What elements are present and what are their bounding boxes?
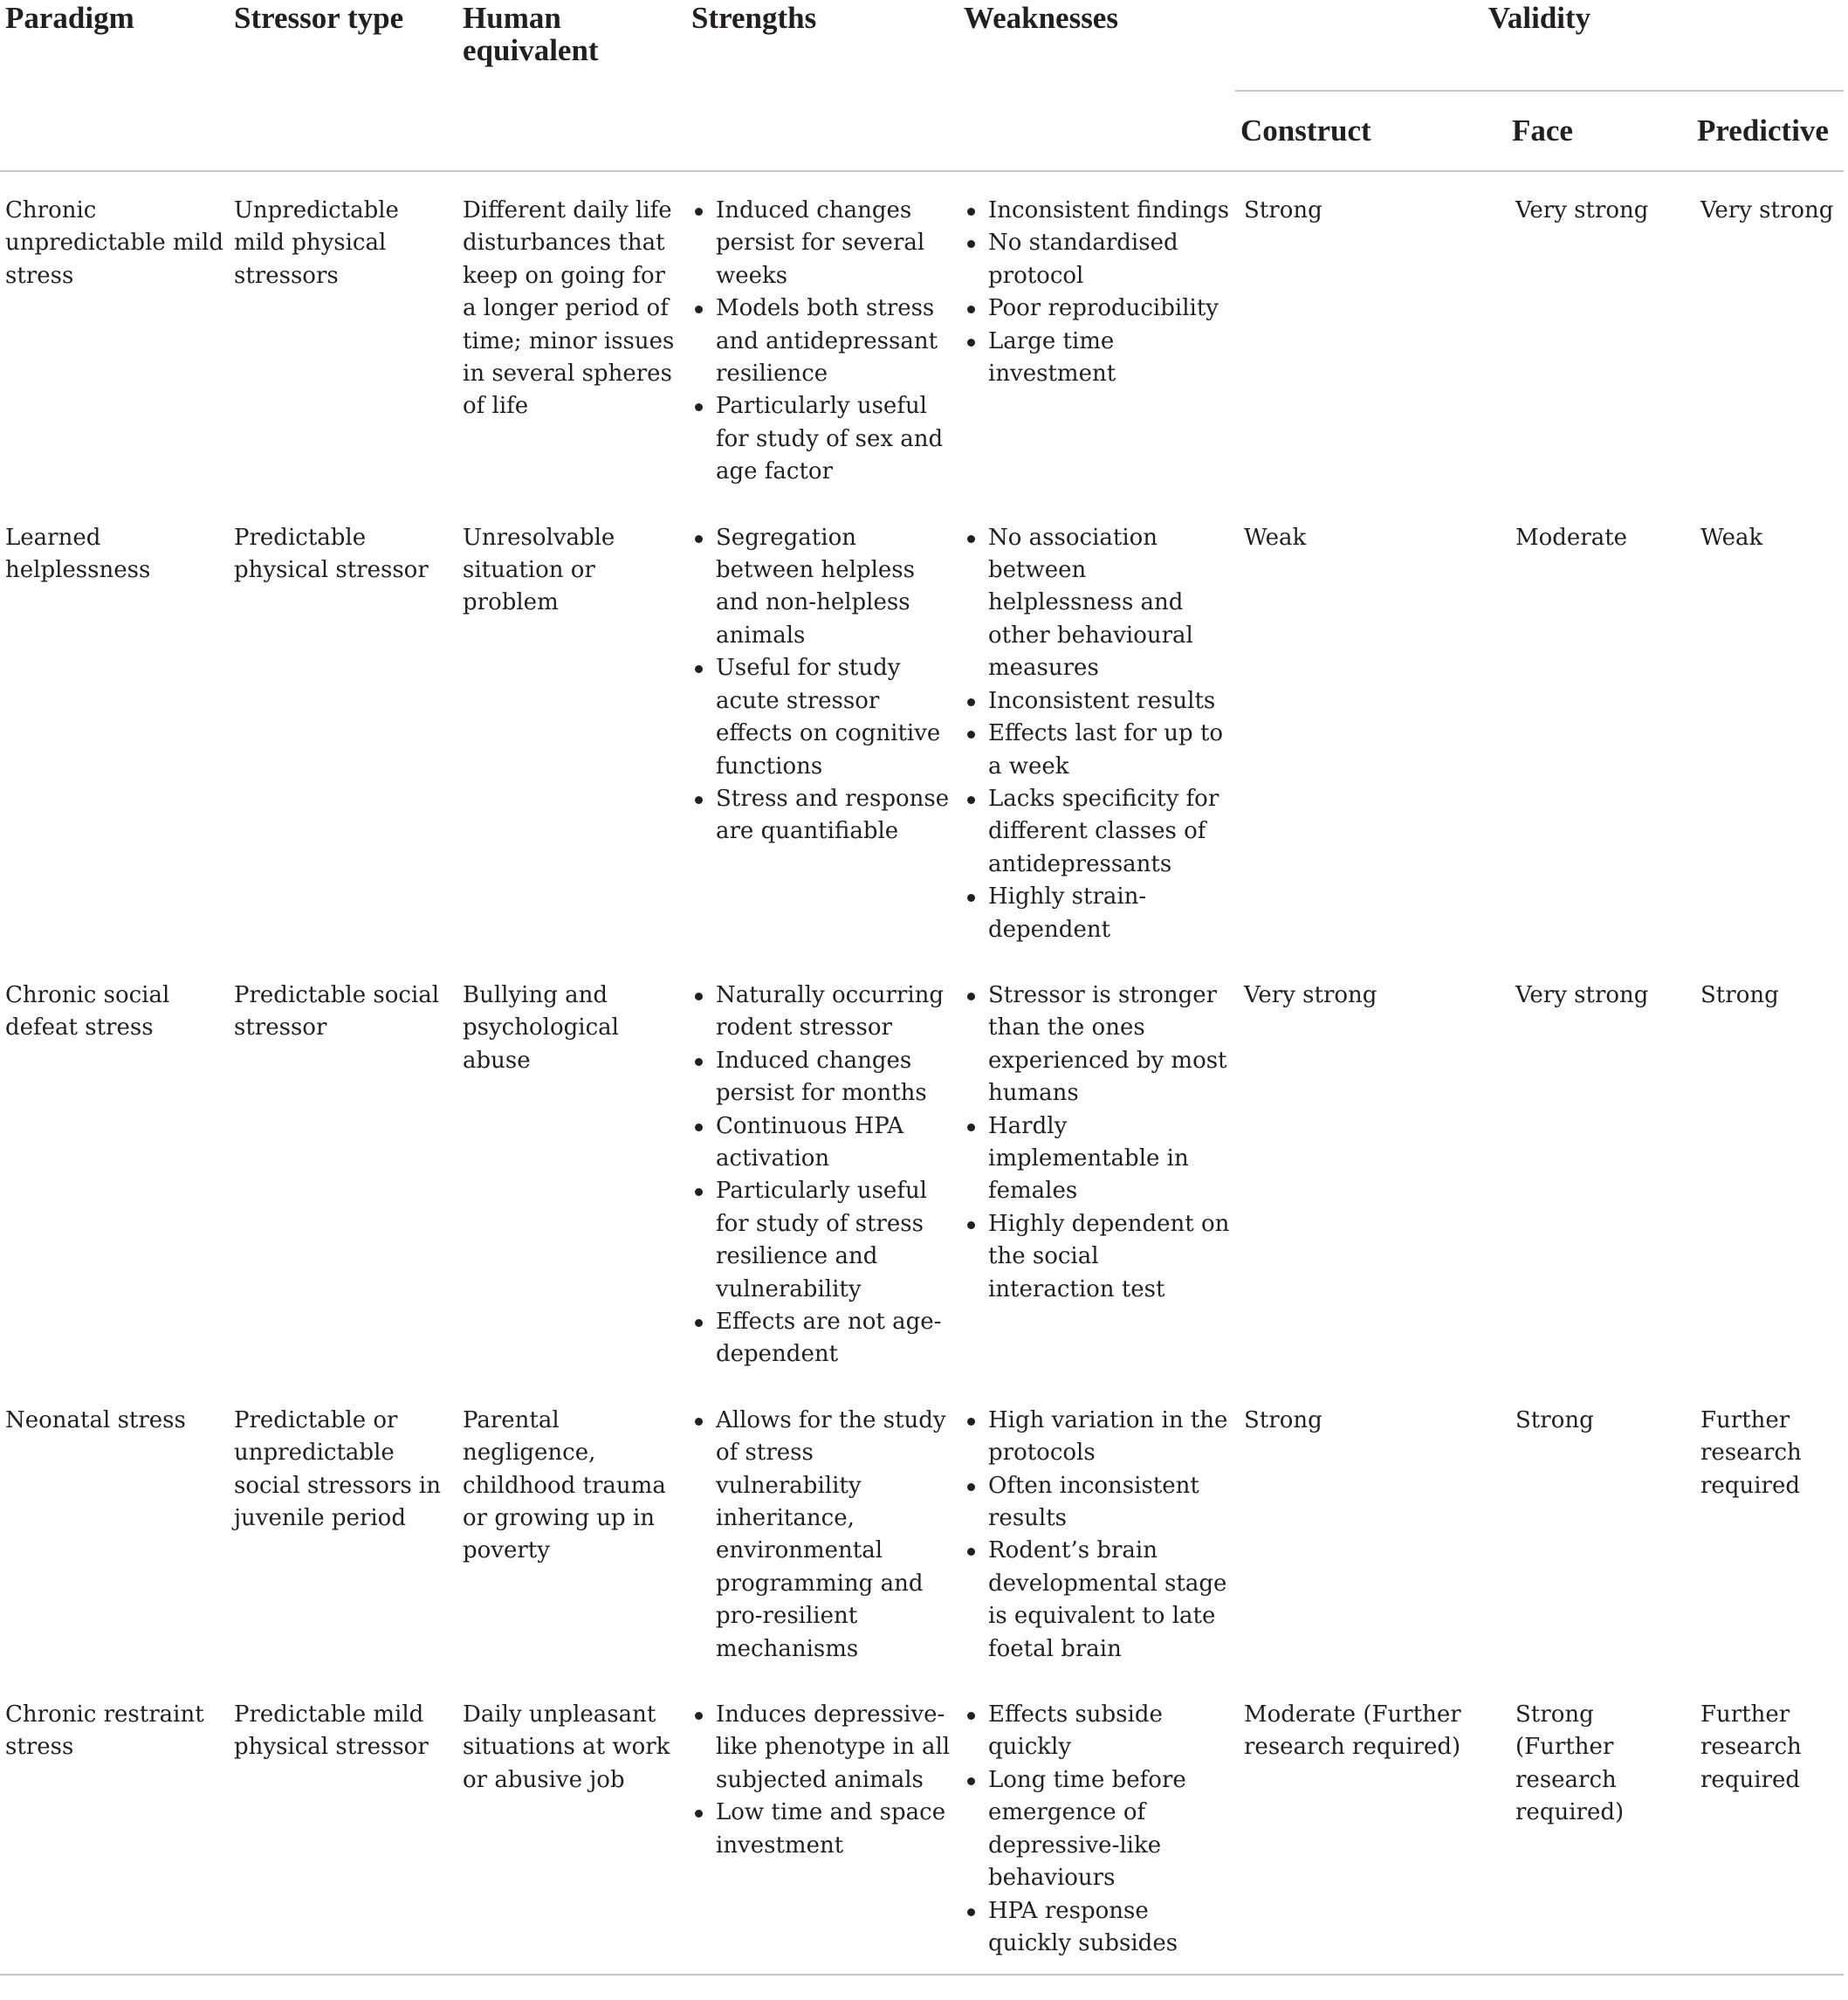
bullet-icon (695, 665, 703, 673)
header-human-equivalent: Human equivalent (463, 1, 599, 67)
list-item (964, 1764, 1232, 1895)
list-item-text: Continuous HPA activation (716, 1112, 904, 1172)
header-paradigm: Paradigm (5, 1, 134, 35)
cell-paradigm (0, 1676, 229, 1975)
cell-face-validity-text: Very strong (1515, 197, 1649, 223)
bullet-icon (695, 1188, 703, 1196)
list-item-text: Naturally occurring rodent stressor (716, 981, 945, 1041)
table-row (0, 1676, 1844, 1975)
cell-stressor-type (229, 1382, 457, 1676)
list-item (964, 1699, 1232, 1764)
list-item-text: Lacks specificity for different classes of antidepressants (988, 785, 1219, 877)
cell-paradigm-text: Neonatal stress (5, 1406, 186, 1433)
list-item-text: Useful for study acute stressor effects on cognitive functions (716, 655, 941, 780)
bullet-icon (695, 1124, 703, 1131)
list-item-text: Particularly useful for study of stress resilience and vulnerability (716, 1178, 927, 1302)
list-item (964, 522, 1232, 685)
cell-construct-validity-text: Weak (1244, 524, 1307, 551)
bullet-icon (695, 1058, 703, 1066)
cell-human-equivalent-text: Daily unpleasant situations at work or abusive job (463, 1701, 670, 1793)
list-item-text: Effects last for up to a week (988, 720, 1224, 780)
cell-strengths (686, 499, 958, 957)
cell-construct-validity-text: Strong (1244, 1406, 1322, 1433)
list-item (691, 979, 955, 1045)
list-item (964, 1895, 1232, 1961)
list-item-text: Allows for the study of stress vulnerability inheritance, environmental programming and pro-resilient mechanisms (716, 1406, 946, 1662)
cell-construct-validity (1235, 499, 1507, 957)
table-row (0, 1382, 1844, 1676)
list-item (691, 1405, 955, 1666)
list-item-text: HPA response quickly subsides (988, 1897, 1178, 1956)
list-item-text: Often inconsistent results (988, 1472, 1199, 1532)
strengths-list (691, 1699, 958, 1862)
list-item (964, 685, 1232, 718)
bullet-icon (967, 306, 975, 313)
header-validity: Validity (1235, 0, 1844, 91)
cell-face-validity (1507, 1382, 1692, 1676)
bullet-icon (967, 1712, 975, 1720)
cell-stressor-type (229, 1676, 457, 1975)
header-construct: Construct (1240, 113, 1371, 148)
cell-stressor-type-text: Predictable mild physical stressor (234, 1701, 429, 1761)
list-item-text: No standardised protocol (988, 230, 1178, 289)
cell-weaknesses (958, 1676, 1235, 1975)
weaknesses-list (964, 1699, 1235, 1960)
list-item (691, 783, 955, 849)
cell-predictive-validity (1692, 1676, 1844, 1975)
bullet-icon (695, 993, 703, 1000)
bullet-icon (967, 208, 975, 216)
bullet-icon (695, 1712, 703, 1720)
list-item (964, 326, 1232, 391)
bullet-icon (967, 240, 975, 248)
cell-weaknesses (958, 1382, 1235, 1676)
header-stressor-type: Stressor type (234, 1, 404, 35)
list-item (964, 979, 1232, 1110)
header-weaknesses: Weaknesses (964, 1, 1118, 35)
list-item-text: Highly strain-dependent (988, 883, 1147, 943)
header-strengths: Strengths (691, 1, 817, 35)
bullet-icon (967, 1548, 975, 1556)
list-item (691, 1175, 955, 1306)
weaknesses-list (964, 522, 1235, 946)
list-item (964, 292, 1232, 325)
table-row (0, 171, 1844, 499)
list-item (964, 195, 1232, 227)
cell-strengths (686, 957, 958, 1382)
cell-stressor-type-text: Unpredictable mild physical stressors (234, 197, 399, 289)
cell-strengths (686, 1676, 958, 1975)
list-item (691, 1110, 955, 1176)
cell-construct-validity-text: Very strong (1244, 981, 1377, 1008)
list-item-text: Rodent’s brain developmental stage is equivalent to late foetal brain (988, 1537, 1227, 1662)
list-item-text: Large time investment (988, 327, 1116, 388)
list-item-text: Low time and space investment (716, 1799, 946, 1859)
cell-paradigm (0, 499, 229, 957)
list-item-text: Highly dependent on the social interaction test (988, 1210, 1230, 1302)
cell-human-equivalent (457, 499, 686, 957)
cell-construct-validity-text: Moderate (Further research required) (1244, 1701, 1461, 1761)
bullet-icon (695, 796, 703, 804)
bullet-icon (695, 403, 703, 411)
cell-face-validity-text: Strong (Further research required) (1515, 1701, 1625, 1826)
list-item (964, 1405, 1232, 1470)
weaknesses-list (964, 979, 1235, 1306)
cell-paradigm-text: Learned helplessness (5, 524, 151, 584)
cell-stressor-type (229, 171, 457, 499)
cell-paradigm (0, 171, 229, 499)
list-item (691, 652, 955, 783)
cell-human-equivalent-text: Bullying and psychological abuse (463, 981, 619, 1074)
list-item (691, 1699, 955, 1797)
bullet-icon (967, 698, 975, 706)
table-row (0, 957, 1844, 1382)
bullet-icon (967, 731, 975, 739)
list-item (691, 1306, 955, 1371)
list-item (964, 227, 1232, 292)
list-item-text: No association between helplessness and other behavioural measures (988, 524, 1193, 682)
list-item-text: Models both stress and antidepressant resilience (716, 295, 938, 388)
list-item (964, 1535, 1232, 1666)
cell-stressor-type (229, 499, 457, 957)
bullet-icon (967, 993, 975, 1000)
weaknesses-list (964, 195, 1235, 390)
cell-stressor-type-text: Predictable or unpredictable social stressors in juvenile period (234, 1406, 441, 1532)
cell-construct-validity-text: Strong (1244, 197, 1322, 223)
cell-predictive-validity-text: Weak (1700, 524, 1763, 551)
bullet-icon (967, 535, 975, 543)
list-item (691, 522, 955, 653)
list-item-text: Induced changes persist for months (716, 1047, 927, 1107)
cell-human-equivalent (457, 1676, 686, 1975)
list-item-text: Inconsistent results (988, 687, 1216, 714)
cell-construct-validity (1235, 957, 1507, 1382)
list-item-text: Long time before emergence of depressive-like behaviours (988, 1766, 1186, 1892)
list-item-text: Effects are not age-dependent (716, 1309, 942, 1368)
bullet-icon (695, 306, 703, 313)
list-item-text: Stressor is stronger than the ones experienced by most humans (988, 981, 1227, 1107)
cell-construct-validity (1235, 1676, 1507, 1975)
cell-stressor-type (229, 957, 457, 1382)
header-face: Face (1512, 113, 1573, 148)
list-item (964, 1110, 1232, 1208)
list-item-text: Hardly implementable in females (988, 1112, 1189, 1205)
cell-stressor-type-text: Predictable social stressor (234, 981, 440, 1041)
cell-weaknesses (958, 499, 1235, 957)
list-item (691, 390, 955, 488)
list-item-text: Stress and response are quantifiable (716, 785, 950, 845)
list-item (691, 1045, 955, 1110)
list-item (964, 718, 1232, 783)
table-body (0, 171, 1844, 1975)
cell-human-equivalent (457, 171, 686, 499)
list-item (964, 783, 1232, 881)
table-header (0, 0, 1844, 171)
cell-human-equivalent-text: Parental negligence, childhood trauma or growing up in poverty (463, 1406, 666, 1564)
cell-construct-validity (1235, 1382, 1507, 1676)
cell-weaknesses (958, 171, 1235, 499)
bullet-icon (695, 535, 703, 543)
cell-predictive-validity-text: Very strong (1700, 197, 1834, 223)
list-item (964, 1470, 1232, 1536)
cell-human-equivalent (457, 1382, 686, 1676)
list-item-text: Effects subside quickly (988, 1701, 1163, 1761)
cell-strengths (686, 1382, 958, 1676)
bullet-icon (967, 1221, 975, 1229)
cell-predictive-validity (1692, 171, 1844, 499)
bullet-icon (695, 1418, 703, 1426)
cell-stressor-type-text: Predictable physical stressor (234, 524, 429, 584)
list-item (691, 1797, 955, 1862)
cell-face-validity (1507, 957, 1692, 1382)
cell-face-validity (1507, 499, 1692, 957)
list-item (691, 195, 955, 292)
list-item (691, 292, 955, 390)
list-item-text: Particularly useful for study of sex and age factor (716, 393, 944, 485)
list-item (964, 1208, 1232, 1306)
cell-predictive-validity-text: Further research required (1700, 1701, 1802, 1793)
list-item-text: Inconsistent findings (988, 197, 1230, 223)
cell-paradigm (0, 1382, 229, 1676)
bullet-icon (967, 1908, 975, 1916)
cell-paradigm-text: Chronic restraint stress (5, 1701, 204, 1761)
cell-strengths (686, 171, 958, 499)
cell-face-validity (1507, 1676, 1692, 1975)
strengths-list (691, 195, 958, 489)
bullet-icon (967, 1418, 975, 1426)
list-item-text: Segregation between helpless and non-helpless animals (716, 524, 915, 649)
cell-face-validity-text: Strong (1515, 1406, 1594, 1433)
weaknesses-list (964, 1405, 1235, 1666)
cell-predictive-validity-text: Strong (1700, 981, 1779, 1008)
strengths-list (691, 522, 958, 849)
bullet-icon (695, 208, 703, 216)
strengths-list (691, 1405, 958, 1666)
bullet-icon (695, 1319, 703, 1327)
list-item (964, 881, 1232, 946)
cell-face-validity (1507, 171, 1692, 499)
cell-face-validity-text: Very strong (1515, 981, 1649, 1008)
cell-predictive-validity-text: Further research required (1700, 1406, 1802, 1499)
cell-construct-validity (1235, 171, 1507, 499)
strengths-list (691, 979, 958, 1371)
bullet-icon (967, 1777, 975, 1785)
cell-predictive-validity (1692, 499, 1844, 957)
cell-paradigm (0, 957, 229, 1382)
cell-predictive-validity (1692, 957, 1844, 1382)
cell-weaknesses (958, 957, 1235, 1382)
cell-human-equivalent-text: Different daily life disturbances that keep on going for a longer period of time; minor issues in several spheres of life (463, 197, 675, 420)
cell-human-equivalent (457, 957, 686, 1382)
bullet-icon (967, 894, 975, 902)
list-item-text: Induces depressive-like phenotype in all subjected animals (716, 1701, 951, 1793)
header-predictive: Predictive (1697, 113, 1829, 148)
list-item-text: High variation in the protocols (988, 1406, 1228, 1467)
cell-paradigm-text: Chronic unpredictable mild stress (5, 197, 223, 289)
bullet-icon (967, 339, 975, 347)
cell-predictive-validity (1692, 1382, 1844, 1676)
bullet-icon (967, 1483, 975, 1491)
list-item-text: Induced changes persist for several weeks (716, 197, 925, 289)
cell-human-equivalent-text: Unresolvable situation or problem (463, 524, 615, 616)
bullet-icon (967, 1124, 975, 1131)
table-row (0, 499, 1844, 957)
list-item-text: Poor reproducibility (988, 295, 1219, 322)
bullet-icon (695, 1810, 703, 1818)
cell-face-validity-text: Moderate (1515, 524, 1628, 551)
cell-paradigm-text: Chronic social defeat stress (5, 981, 170, 1041)
bullet-icon (967, 796, 975, 804)
